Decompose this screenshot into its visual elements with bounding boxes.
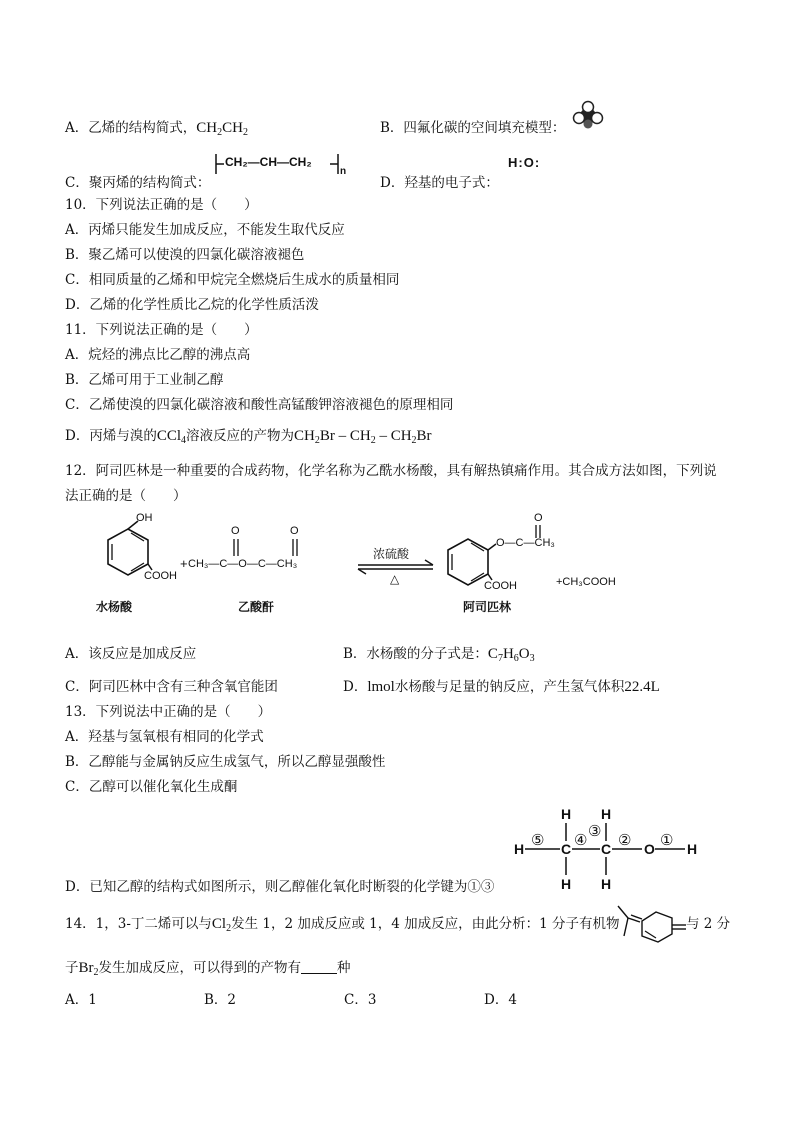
q9-option-a: A．乙烯的结构简式，$CH_2CH_2$ bbox=[65, 120, 248, 138]
q10-stem: 10．下列说法正确的是（ ） bbox=[65, 197, 258, 213]
answer-blank bbox=[301, 960, 337, 974]
aspirin-synthesis-scheme: OH COOH + O O CH₃—C—O—C—CH₃ 浓硫酸 △ O O—C—CH₃ COOH +CH₃COOH 水杨酸 乙酸酐 阿司匹林 bbox=[96, 512, 616, 614]
q14-option-d: D．4 bbox=[484, 992, 517, 1008]
q14-option-b: B．2 bbox=[204, 992, 237, 1008]
q14-line1: 14．1，3-丁二烯可以与$Cl_2$发生 1，2 加成反应或 1，4 加成反应，由此分析：1 分子有机物 bbox=[65, 916, 620, 934]
q13-option-d: D．已知乙醇的结构式如图所示，则乙醇催化氧化时断裂的化学键为①③ bbox=[65, 879, 495, 895]
q14-line1-tail: 与 2 分 bbox=[686, 916, 731, 932]
q14-option-c: C．3 bbox=[344, 992, 377, 1008]
q12-option-b: B．水杨酸的分子式是：$C_7H_6O_3$ bbox=[343, 646, 535, 664]
q10-option-b: B．聚乙烯可以使溴的四氯化碳溶液褪色 bbox=[65, 247, 305, 263]
cf4-space-filling-model bbox=[571, 100, 605, 130]
q14-option-a: A．1 bbox=[65, 992, 97, 1008]
ethanol-structural-formula: H H H C C O H H H ⑤ ④ ③ ② ① bbox=[514, 806, 698, 892]
q11-stem: 11．下列说法正确的是（ ） bbox=[65, 322, 258, 338]
q9-option-d: D．羟基的电子式： bbox=[380, 175, 499, 191]
polypropylene-formula: CH₂—CH—CH₂ n bbox=[225, 155, 347, 177]
q13-option-b: B．乙醇能与金属钠反应生成氢气，所以乙醇显强酸性 bbox=[65, 754, 386, 770]
q13-stem: 13．下列说法中正确的是（ ） bbox=[65, 704, 272, 720]
q10-option-a: A．丙烯只能发生加成反应，不能发生取代反应 bbox=[65, 222, 345, 238]
q14-line2: 子$Br_2$发生加成反应，可以得到的产物有 种 bbox=[65, 960, 351, 978]
q12-option-a: A．该反应是加成反应 bbox=[65, 646, 197, 662]
q12-option-d: D．lmol水杨酸与足量的钠反应，产生氢气体积22.4L bbox=[343, 679, 660, 695]
q11-option-a: A．烷烃的沸点比乙醇的沸点高 bbox=[65, 347, 251, 363]
q12-stem-line1: 12．阿司匹林是一种重要的合成药物，化学名称为乙酰水杨酸，具有解热镇痛作用。其合成方法如图，下列说 bbox=[65, 463, 717, 479]
q9-option-b: B．四氟化碳的空间填充模型： bbox=[380, 120, 566, 136]
q10-option-c: C．相同质量的乙烯和甲烷完全燃烧后生成水的质量相同 bbox=[65, 272, 400, 288]
q12-option-c: C．阿司匹林中含有三种含氧官能团 bbox=[65, 679, 278, 695]
hydroxyl-electron-formula: H:O: bbox=[508, 155, 541, 170]
q11-option-b: B．乙烯可用于工业制乙醇 bbox=[65, 372, 224, 388]
q10-option-d: D．乙烯的化学性质比乙烷的化学性质活泼 bbox=[65, 297, 319, 313]
q11-option-c: C．乙烯使溴的四氯化碳溶液和酸性高锰酸钾溶液褪色的原理相同 bbox=[65, 397, 454, 413]
q13-option-a: A．羟基与氢氧根有相同的化学式 bbox=[65, 729, 264, 745]
q11-option-d: D．丙烯与溴的CCl$_4$溶液反应的产物为$CH_2Br - CH_2 - CH_2Br$ bbox=[65, 428, 432, 446]
q13-option-c: C．乙醇可以催化氧化生成酮 bbox=[65, 779, 238, 795]
q12-stem-line2: 法正确的是（ ） bbox=[65, 488, 187, 504]
q9-option-c: C．聚丙烯的结构简式： bbox=[65, 175, 211, 191]
